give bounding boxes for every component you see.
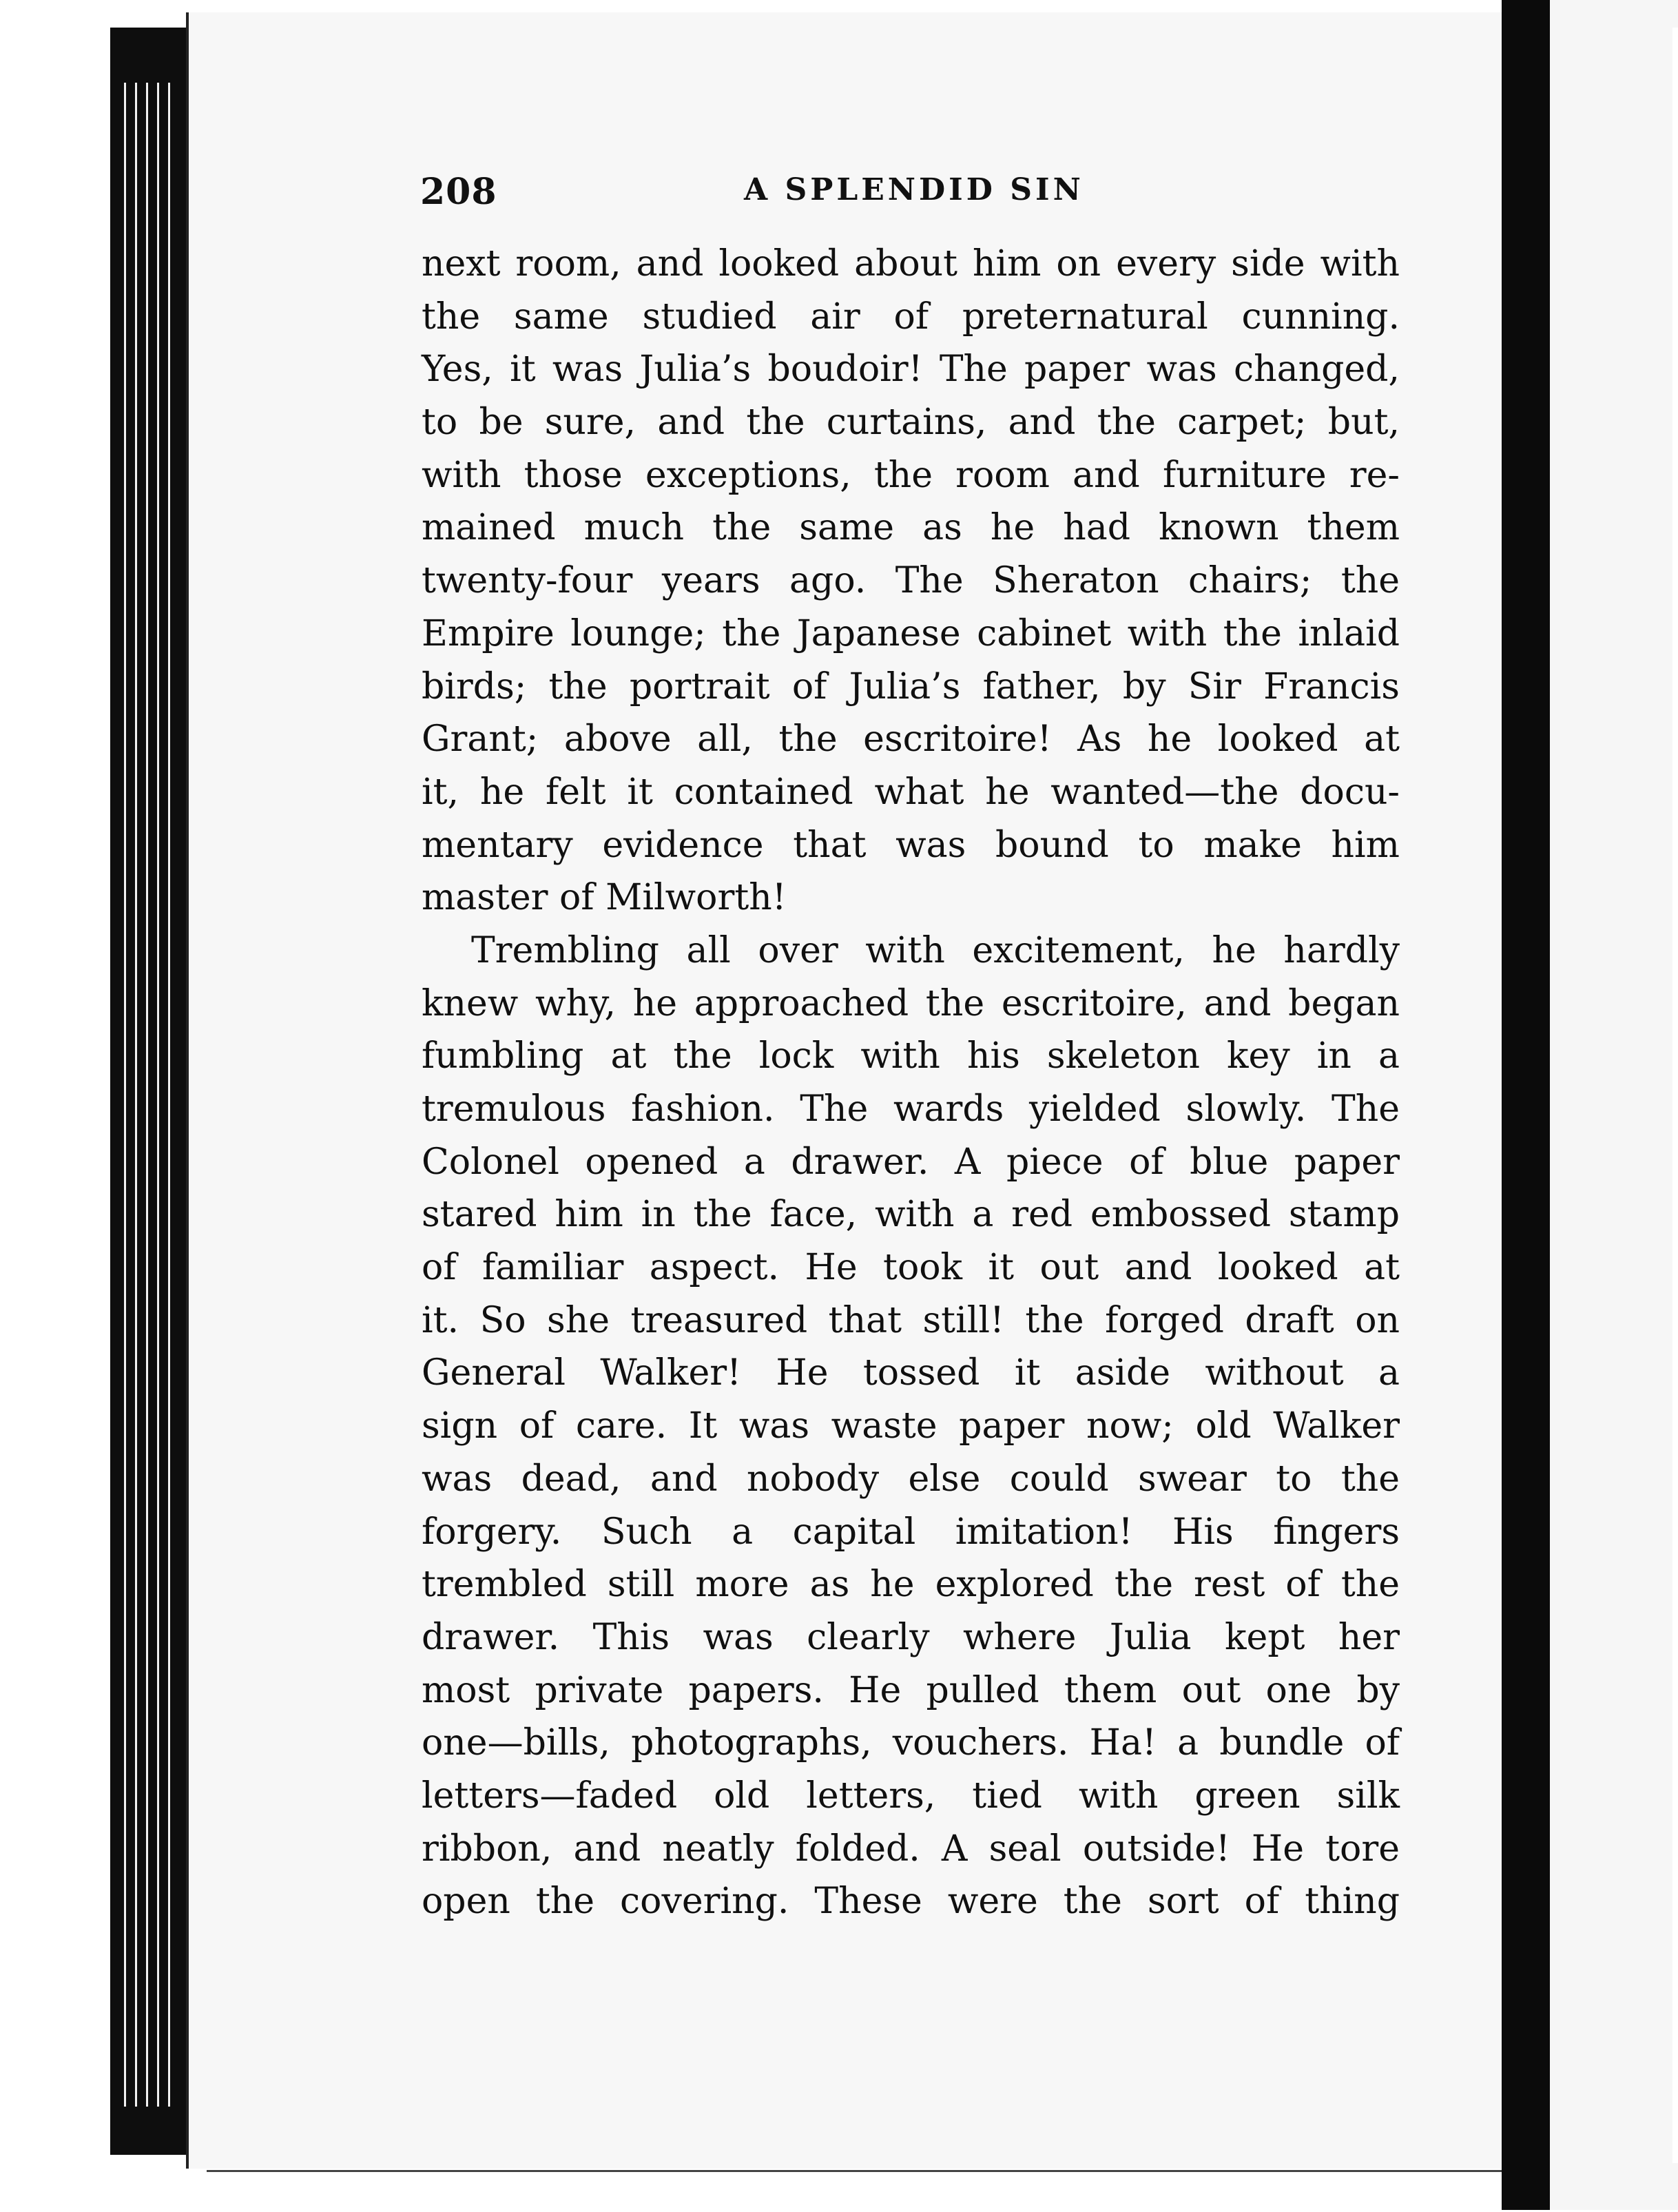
- text-line: mained much the same as he had known them: [422, 507, 1400, 549]
- text-line: trembled still more as he explored the rest of the: [422, 1564, 1400, 1606]
- page-stack-shadow: [110, 28, 186, 2155]
- text-line: one—bills, photographs, vouchers. Ha! a bundle of: [422, 1722, 1400, 1764]
- text-line: next room, and looked about him on every side with: [422, 243, 1400, 285]
- text-line: open the covering. These were the sort of thing: [422, 1881, 1400, 1923]
- text-line: with those exceptions, the room and furniture re-: [422, 454, 1400, 496]
- page-stack-line: [135, 83, 137, 2107]
- text-line: master of Milworth!: [422, 877, 787, 919]
- text-line: Empire lounge; the Japanese cabinet with the inlaid: [422, 612, 1400, 654]
- text-line: knew why, he approached the escritoire, and began: [422, 982, 1400, 1024]
- text-line: to be sure, and the curtains, and the carpet; but,: [422, 402, 1400, 444]
- body-text: [422, 238, 1400, 1928]
- text-line: it. So she treasured that still! the forged draft on: [422, 1299, 1400, 1341]
- facing-page-border: [1672, 28, 1678, 2163]
- text-line: the same studied air of preternatural cunning.: [422, 296, 1400, 338]
- page-stack-line: [146, 83, 148, 2107]
- text-line: was dead, and nobody else could swear to the: [422, 1458, 1400, 1500]
- page-stack-line: [157, 83, 159, 2107]
- text-line: of familiar aspect. He took it out and looked at: [422, 1247, 1400, 1289]
- page-stack-line: [124, 83, 126, 2107]
- text-line: tremulous fashion. The wards yielded slowly. The: [422, 1088, 1400, 1130]
- running-title: A SPLENDID SIN: [744, 172, 1084, 207]
- text-line: Yes, it was Julia’s boudoir! The paper was changed,: [422, 349, 1400, 391]
- text-line: most private papers. He pulled them out one by: [422, 1669, 1400, 1711]
- page-number: 208: [420, 171, 497, 213]
- page-stack-line: [168, 83, 170, 2107]
- facing-page-edge: [1550, 0, 1678, 2210]
- text-line: it, he felt it contained what he wanted—the docu-: [422, 771, 1400, 813]
- text-line: drawer. This was clearly where Julia kept her: [422, 1616, 1400, 1658]
- text-line: sign of care. It was waste paper now; old Walker: [422, 1405, 1400, 1447]
- page-stack-edge: [0, 0, 186, 2210]
- text-line: fumbling at the lock with his skeleton key in a: [422, 1035, 1400, 1077]
- text-line: Grant; above all, the escritoire! As he looked at: [422, 719, 1400, 761]
- book-gutter: [1502, 0, 1550, 2210]
- text-line: forgery. Such a capital imitation! His fingers: [422, 1511, 1400, 1553]
- text-line: stared him in the face, with a red embossed stamp: [422, 1194, 1400, 1236]
- text-line: General Walker! He tossed it aside without a: [422, 1352, 1400, 1394]
- text-line: ribbon, and neatly folded. A seal outside! He tore: [422, 1828, 1400, 1870]
- text-line: letters—faded old letters, tied with green silk: [422, 1775, 1400, 1817]
- text-line: birds; the portrait of Julia’s father, by Sir Francis: [422, 665, 1400, 707]
- text-line: mentary evidence that was bound to make him: [422, 824, 1400, 866]
- page-bottom-edge: [207, 2170, 1502, 2212]
- text-line: Colonel opened a drawer. A piece of blue paper: [422, 1141, 1400, 1183]
- text-line: Trembling all over with excitement, he hardly: [471, 929, 1400, 971]
- running-head: [420, 171, 1398, 219]
- text-line: twenty-four years ago. The Sheraton chairs; the: [422, 560, 1400, 602]
